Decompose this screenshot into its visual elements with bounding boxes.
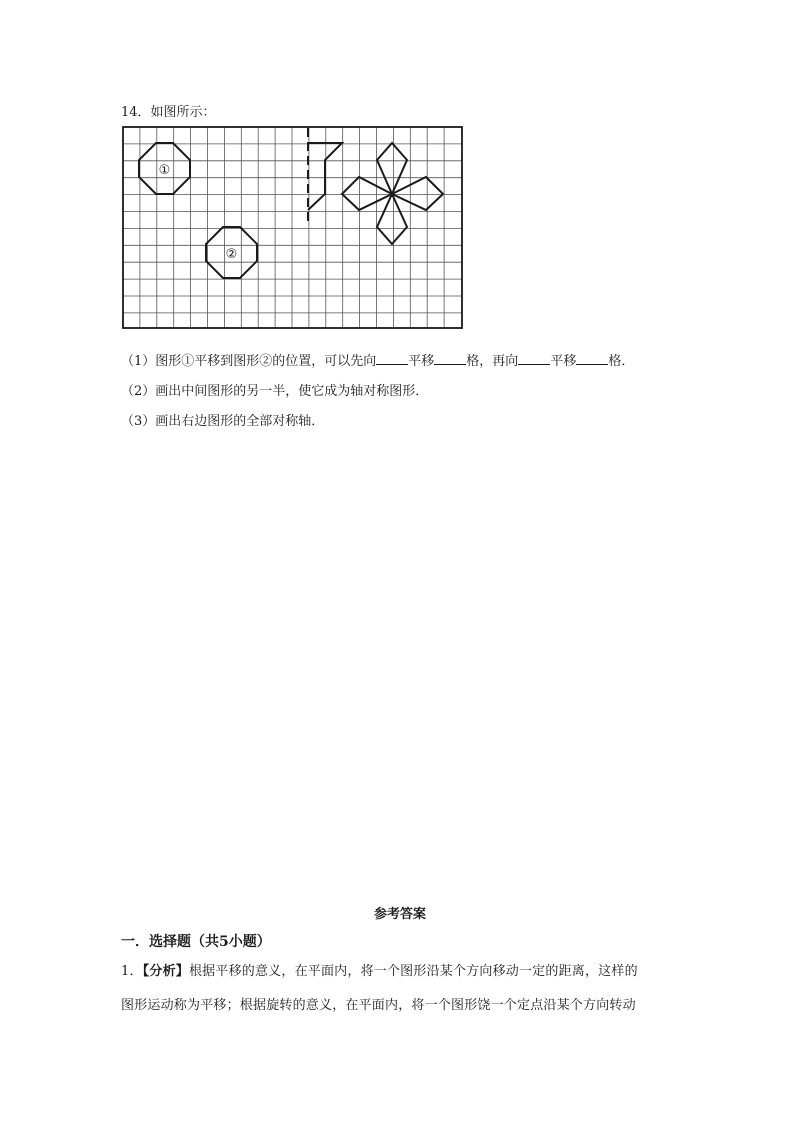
grid-figure [122,126,464,330]
answers-heading: 参考答案 [373,907,426,922]
petal-left [342,177,392,210]
question-part-1 [121,350,634,369]
part1-text-e: 格． [608,354,635,369]
petal-top [377,143,407,194]
answer-blank-4[interactable] [576,352,608,365]
flower-figure [342,143,443,244]
octagon-2-label: ② [225,247,238,262]
answer-1-text-1: 根据平移的意义，在平面内，将一个图形沿某个方向移动一定的距离，这样的 [188,964,638,979]
part1-text-c: 格，再向 [466,354,519,369]
petal-bottom [377,194,407,244]
answer-blank-2[interactable] [434,352,466,365]
question-part-2: （2）画出中间图形的另一半，使它成为轴对称图形． [121,384,429,399]
petal-right [392,177,443,210]
octagon-1-label: ① [158,163,171,178]
question-title: 14．如图所示： [121,105,216,120]
part1-text-b: 平移 [408,354,435,369]
answer-blank-3[interactable] [518,352,550,365]
part1-text-a: （1）图形①平移到图形②的位置，可以先向 [121,354,377,369]
answer-1-line-1 [121,960,638,979]
section-heading: 一．选择题（共5小题） [121,934,271,950]
answer-blank-1[interactable] [376,352,408,365]
answer-1-number: 1． [121,964,143,979]
grid-lines [123,127,462,328]
half-figure [308,143,342,210]
answer-1-line-2: 图形运动称为平移；根据旋转的意义，在平面内，将一个图形饶一个定点沿某个方向转动 [121,998,636,1013]
part1-text-d: 平移 [550,354,577,369]
question-part-3: （3）画出右边图形的全部对称轴． [121,414,325,429]
answer-1-tag: 【分析】 [142,964,189,979]
